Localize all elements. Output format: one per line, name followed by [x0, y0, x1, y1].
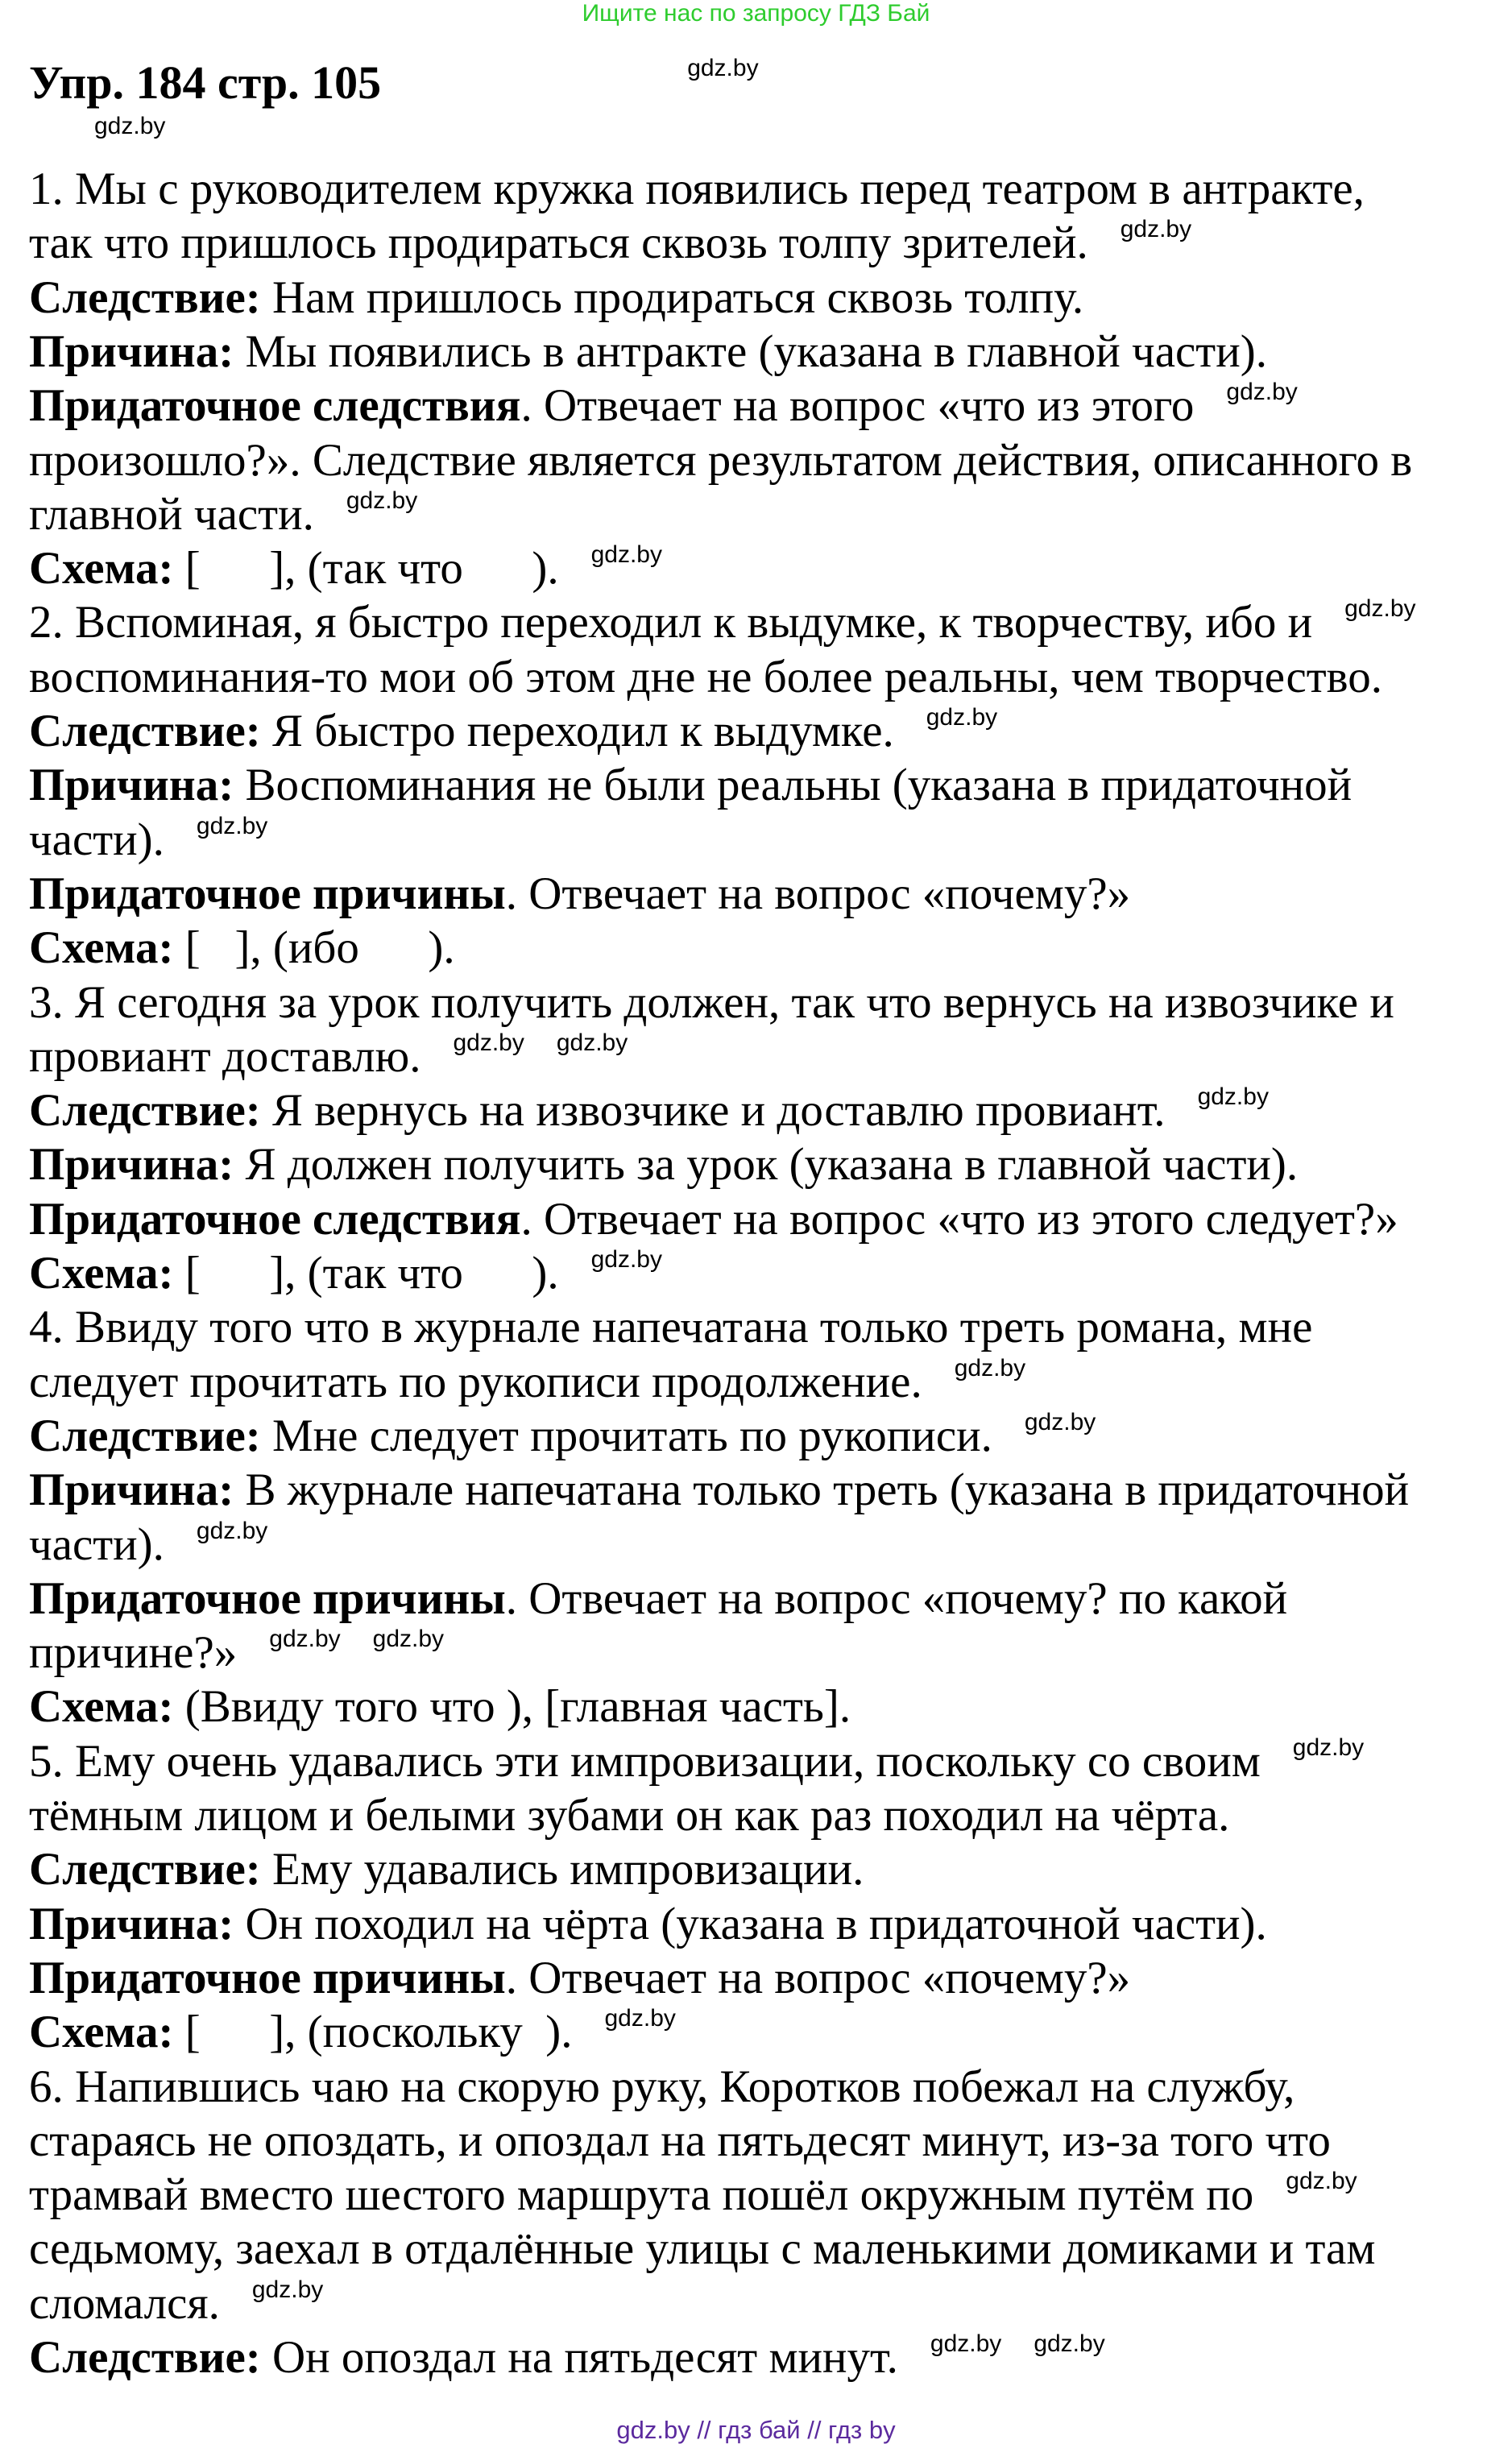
line-text: 1. Мы с руководителем кружка появились перед театром в антракте, [29, 164, 1365, 214]
text-line [29, 650, 1382, 705]
text-line [29, 433, 1412, 488]
text-line [29, 162, 1365, 217]
gdz-watermark: gdz.by [1024, 1408, 1096, 1435]
page-title-text: Упр. 184 стр. 105 [29, 56, 382, 109]
line-text: сломался. [29, 2277, 220, 2329]
text-line [29, 1029, 628, 1084]
line-text: 5. Ему очень удавались эти импровизации, поскольку со своим [29, 1735, 1261, 1787]
line-label: Схема: [29, 1681, 174, 1733]
line-text: [ ], (так что ). [173, 543, 559, 594]
text-line [29, 271, 1083, 325]
gdz-watermark: gdz.by [590, 541, 662, 569]
line-label: Причина: [29, 325, 234, 377]
search-banner: Ищите нас по запросу ГДЗ Бай [582, 0, 930, 27]
text-line [29, 1300, 1312, 1355]
line-text: [ ], (ибо ). [173, 922, 455, 974]
text-line [29, 758, 1352, 813]
line-label: Следствие: [29, 706, 261, 756]
text-line [29, 1083, 1269, 1138]
line-text: воспоминания-то мои об этом дне не более реальны, чем творчество. [29, 651, 1382, 702]
line-label: Схема: [29, 543, 174, 594]
gdz-watermark: gdz.by [1226, 379, 1298, 406]
line-text: Воспоминания не были реальны (указана в придаточной [234, 760, 1353, 811]
gdz-watermark: gdz.by [196, 1517, 268, 1544]
text-line [29, 921, 455, 976]
gdz-watermark: gdz.by [251, 2276, 324, 2303]
gdz-watermark: gdz.by [1120, 216, 1192, 243]
text-line [29, 1572, 1287, 1626]
line-text: причине?» [29, 1627, 238, 1679]
line-label: Придаточное следствия [29, 380, 521, 432]
line-text: так что пришлось продираться сквозь толпу зрителей. [29, 217, 1088, 269]
line-text: Я должен получить за урок (указана в главной части). [234, 1139, 1299, 1191]
gdz-watermark: gdz.by [94, 113, 166, 139]
line-text: 6. Напившись чаю на скорую руку, Коротков побежал на службу, [29, 2061, 1295, 2112]
line-text: Он опоздал на пятьдесят минут. [260, 2332, 898, 2383]
line-text: . Отвечает на вопрос «почему? по какой [505, 1572, 1288, 1624]
text-line [29, 2114, 1331, 2169]
gdz-watermark: gdz.by [1344, 595, 1416, 623]
line-text: В журнале напечатана только треть (указана в придаточной [234, 1464, 1410, 1516]
line-label: Следствие: [29, 271, 261, 323]
line-text: Мне следует прочитать по рукописи. [260, 1410, 992, 1461]
text-line [29, 216, 1191, 271]
text-line [29, 379, 1298, 433]
line-text: 2. Вспоминая, я быстро переходил к выдумке, к творчеству, ибо и [29, 597, 1313, 648]
line-label: Причина: [29, 760, 234, 811]
gdz-watermark: gdz.by [930, 2330, 1002, 2357]
text-line [29, 541, 662, 596]
text-line [29, 1734, 1364, 1789]
gdz-watermark: gdz.by [687, 55, 759, 81]
line-text: части). [29, 1518, 164, 1570]
line-label: Следствие: [29, 2332, 261, 2383]
line-text: стараясь не опоздать, и опоздал на пятьдесят минут, из-за того что [29, 2115, 1331, 2166]
line-label: Придаточное причины [29, 1952, 506, 2003]
page-title [29, 55, 759, 111]
line-label: Схема: [29, 2007, 174, 2058]
line-text: 3. Я сегодня за урок получить должен, так что вернусь на извозчике и [29, 976, 1394, 1028]
gdz-watermark: gdz.by [926, 704, 998, 731]
line-label: Придаточное следствия [29, 1193, 521, 1245]
text-line [29, 1680, 851, 1734]
text-line [29, 1246, 662, 1301]
gdz-watermark: gdz.by [372, 1626, 445, 1653]
line-label: Причина: [29, 1464, 234, 1516]
text-line [29, 2060, 1295, 2115]
text-line [29, 1409, 1096, 1464]
gdz-watermark: gdz.by [196, 812, 268, 839]
line-label: Следствие: [29, 1085, 261, 1137]
gdz-watermark: gdz.by [604, 2005, 676, 2032]
text-line [29, 487, 417, 542]
text-line [29, 867, 1130, 922]
line-text: . Отвечает на вопрос «что из этого [520, 380, 1195, 432]
gdz-watermark: gdz.by [269, 1626, 341, 1653]
line-label: Следствие: [29, 1410, 261, 1461]
line-text: Он походил на чёрта (указана в придаточной части). [234, 1898, 1267, 1949]
text-line [29, 1626, 444, 1680]
text-line [29, 2222, 1375, 2276]
text-line [29, 1788, 1229, 1843]
footer-watermark: gdz.by // гдз бай // гдз by [616, 2416, 896, 2444]
line-label: Придаточное причины [29, 868, 506, 919]
text-line [29, 1897, 1267, 1952]
text-line [29, 704, 997, 759]
gdz-watermark: gdz.by [556, 1029, 628, 1056]
gdz-watermark: gdz.by [1034, 2330, 1105, 2357]
text-line [29, 2330, 1105, 2385]
line-text: (Ввиду того что ), [главная часть]. [173, 1681, 851, 1733]
text-line [29, 1355, 1025, 1410]
line-text: седьмому, заехал в отдалённые улицы с маленькими домиками и там [29, 2223, 1376, 2275]
text-line [29, 1137, 1298, 1192]
line-text: Я вернусь на извозчике и доставлю провиант. [260, 1085, 1166, 1137]
line-text: [ ], (так что ). [173, 1248, 559, 1299]
gdz-watermark: gdz.by [1286, 2168, 1357, 2195]
line-text: . Отвечает на вопрос «что из этого следует?» [520, 1193, 1398, 1245]
gdz-watermark: gdz.by [346, 487, 418, 514]
line-label: Следствие: [29, 1844, 261, 1895]
line-label: Схема: [29, 922, 174, 974]
line-text: Я быстро переходил к выдумке. [260, 706, 894, 756]
line-text: провиант доставлю. [29, 1030, 421, 1082]
line-text: [ ], (поскольку ). [173, 2007, 573, 2058]
text-line [29, 976, 1394, 1030]
gdz-watermark: gdz.by [954, 1354, 1026, 1381]
text-line [29, 1518, 267, 1572]
line-text: Ему удавались импровизации. [260, 1844, 864, 1895]
line-text: трамвай вместо шестого маршрута пошёл окружным путём по [29, 2169, 1254, 2221]
line-text: . Отвечает на вопрос «почему?» [505, 1952, 1131, 2003]
line-label: Причина: [29, 1139, 234, 1191]
line-text: части). [29, 814, 164, 865]
line-label: Причина: [29, 1898, 234, 1949]
line-text: следует прочитать по рукописи продолжение. [29, 1356, 922, 1407]
gdz-watermark: gdz.by [1197, 1083, 1269, 1111]
text-line [29, 2005, 676, 2060]
line-label: Придаточное причины [29, 1572, 506, 1624]
line-text: произошло?». Следствие является результатом действия, описанного в [29, 434, 1413, 486]
line-text: . Отвечает на вопрос «почему?» [505, 868, 1131, 919]
text-line [29, 1192, 1398, 1247]
text-line [29, 1463, 1409, 1518]
line-text: 4. Ввиду того что в журнале напечатана только треть романа, мне [29, 1302, 1313, 1353]
gdz-watermark: gdz.by [453, 1029, 524, 1056]
line-text: Мы появились в антракте (указана в главной части). [234, 325, 1267, 377]
text-line [29, 2168, 1357, 2222]
text-line [29, 1951, 1130, 2006]
text-line [29, 1842, 864, 1897]
gdz-watermark: gdz.by [1292, 1734, 1365, 1761]
gdz-watermark: gdz.by [590, 1246, 662, 1273]
text-line [29, 2276, 323, 2331]
text-line [29, 595, 1416, 650]
line-text: главной части. [29, 488, 314, 540]
line-label: Схема: [29, 1248, 174, 1299]
line-text: Нам пришлось продираться сквозь толпу. [260, 271, 1084, 323]
text-line [29, 325, 1267, 379]
text-line [29, 813, 267, 868]
line-text: тёмным лицом и белыми зубами он как раз походил на чёрта. [29, 1790, 1230, 1841]
